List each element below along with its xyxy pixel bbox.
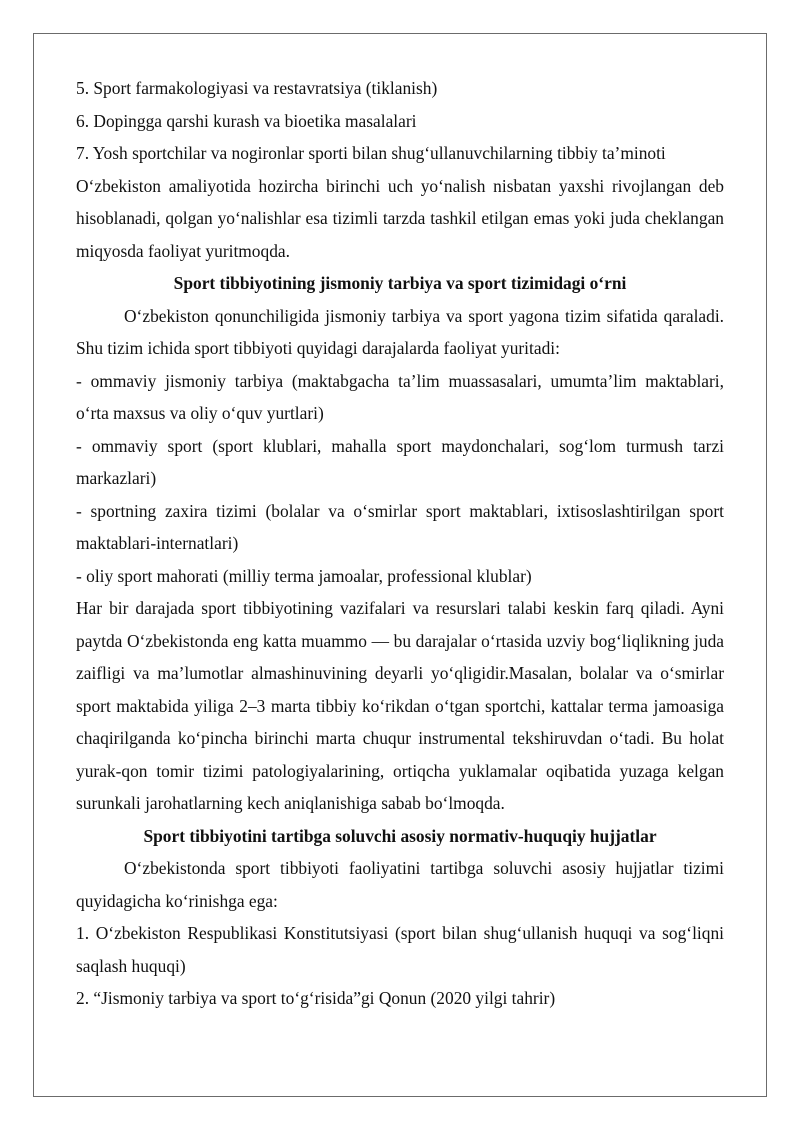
list-item: - oliy sport mahorati (milliy terma jamoalar, professional klublar) — [76, 565, 532, 586]
list-item: - ommaviy sport (sport klublari, mahalla sport maydonchalari, sog‘lom turmush tarzi markazlari) — [76, 435, 724, 488]
body-paragraph: O‘zbekiston amaliyotida hozircha birinchi uch yo‘nalish nisbatan yaxshi rivojlangan deb hisoblanadi, qolgan yo‘nalishlar esa tizimli tarzda tashkil etilgan emas yoki juda cheklangan miqyosda faoliyat yuritmoqda. — [76, 175, 724, 261]
list-item-7: 7. Yosh sportchilar va nogironlar sporti bilan shug‘ullanuvchilarning tibbiy ta’minoti — [76, 143, 666, 163]
list-item: - sportning zaxira tizimi (bolalar va o‘smirlar sport maktablari, ixtisoslashtirilgan sport maktablari-internatlari) — [76, 500, 724, 553]
list-item-6: 6. Dopingga qarshi kurash va bioetika masalalari — [76, 110, 417, 131]
body-paragraph: Har bir darajada sport tibbiyotining vazifalari va resurslari talabi keskin farq qiladi. Ayni paytda O‘zbekistonda eng katta muammo — bu darajalar o‘rtasida uzviy bog‘liqlikning juda zaifligi va ma’lumotlar almashinuvining deyarli yo‘qligidir.Masalan, bolalar va o‘smirlar sport maktabida yiliga 2–3 marta tibbiy ko‘rikdan o‘tgan sportchi, kattalar terma jamoasiga chaqirilganda ko‘pincha birinchi marta chuqur instrumental tekshiruvdan o‘tadi. Bu holat yurak-qon tomir tizimi patologiyalarining, ortiqcha yuklamalar oqibatida yuzaga kelgan surunkali jarohatlarning kech aniqlanishiga sabab bo‘lmoqda. — [76, 598, 724, 813]
section-heading: Sport tibbiyotini tartibga soluvchi asosiy normativ-huquqiy hujjatlar — [143, 825, 657, 846]
section-heading: Sport tibbiyotining jismoniy tarbiya va sport tizimidagi o‘rni — [173, 273, 627, 293]
list-item-1: 1. O‘zbekiston Respublikasi Konstitutsiyasi (sport bilan shug‘ullanish huquqi va sog‘liqni saqlash huquqi) — [76, 923, 724, 976]
list-item-5: 5. Sport farmakologiyasi va restavratsiya (tiklanish) — [76, 78, 438, 98]
body-paragraph: O‘zbekistonda sport tibbiyoti faoliyatini tartibga soluvchi asosiy hujjatlar tizimi quyidagicha ko‘rinishga ega: — [76, 858, 724, 911]
document-body — [76, 72, 724, 1015]
list-item: - ommaviy jismoniy tarbiya (maktabgacha ta’lim muassasalari, umumta’lim maktablari, o‘rta maxsus va oliy o‘quv yurtlari) — [76, 370, 724, 423]
body-paragraph: O‘zbekiston qonunchiligida jismoniy tarbiya va sport yagona tizim sifatida qaraladi. Shu tizim ichida sport tibbiyoti quyidagi darajalarda faoliyat yuritadi: — [76, 305, 724, 358]
list-item-2: 2. “Jismoniy tarbiya va sport to‘g‘risida”gi Qonun (2020 yilgi tahrir) — [76, 988, 556, 1008]
